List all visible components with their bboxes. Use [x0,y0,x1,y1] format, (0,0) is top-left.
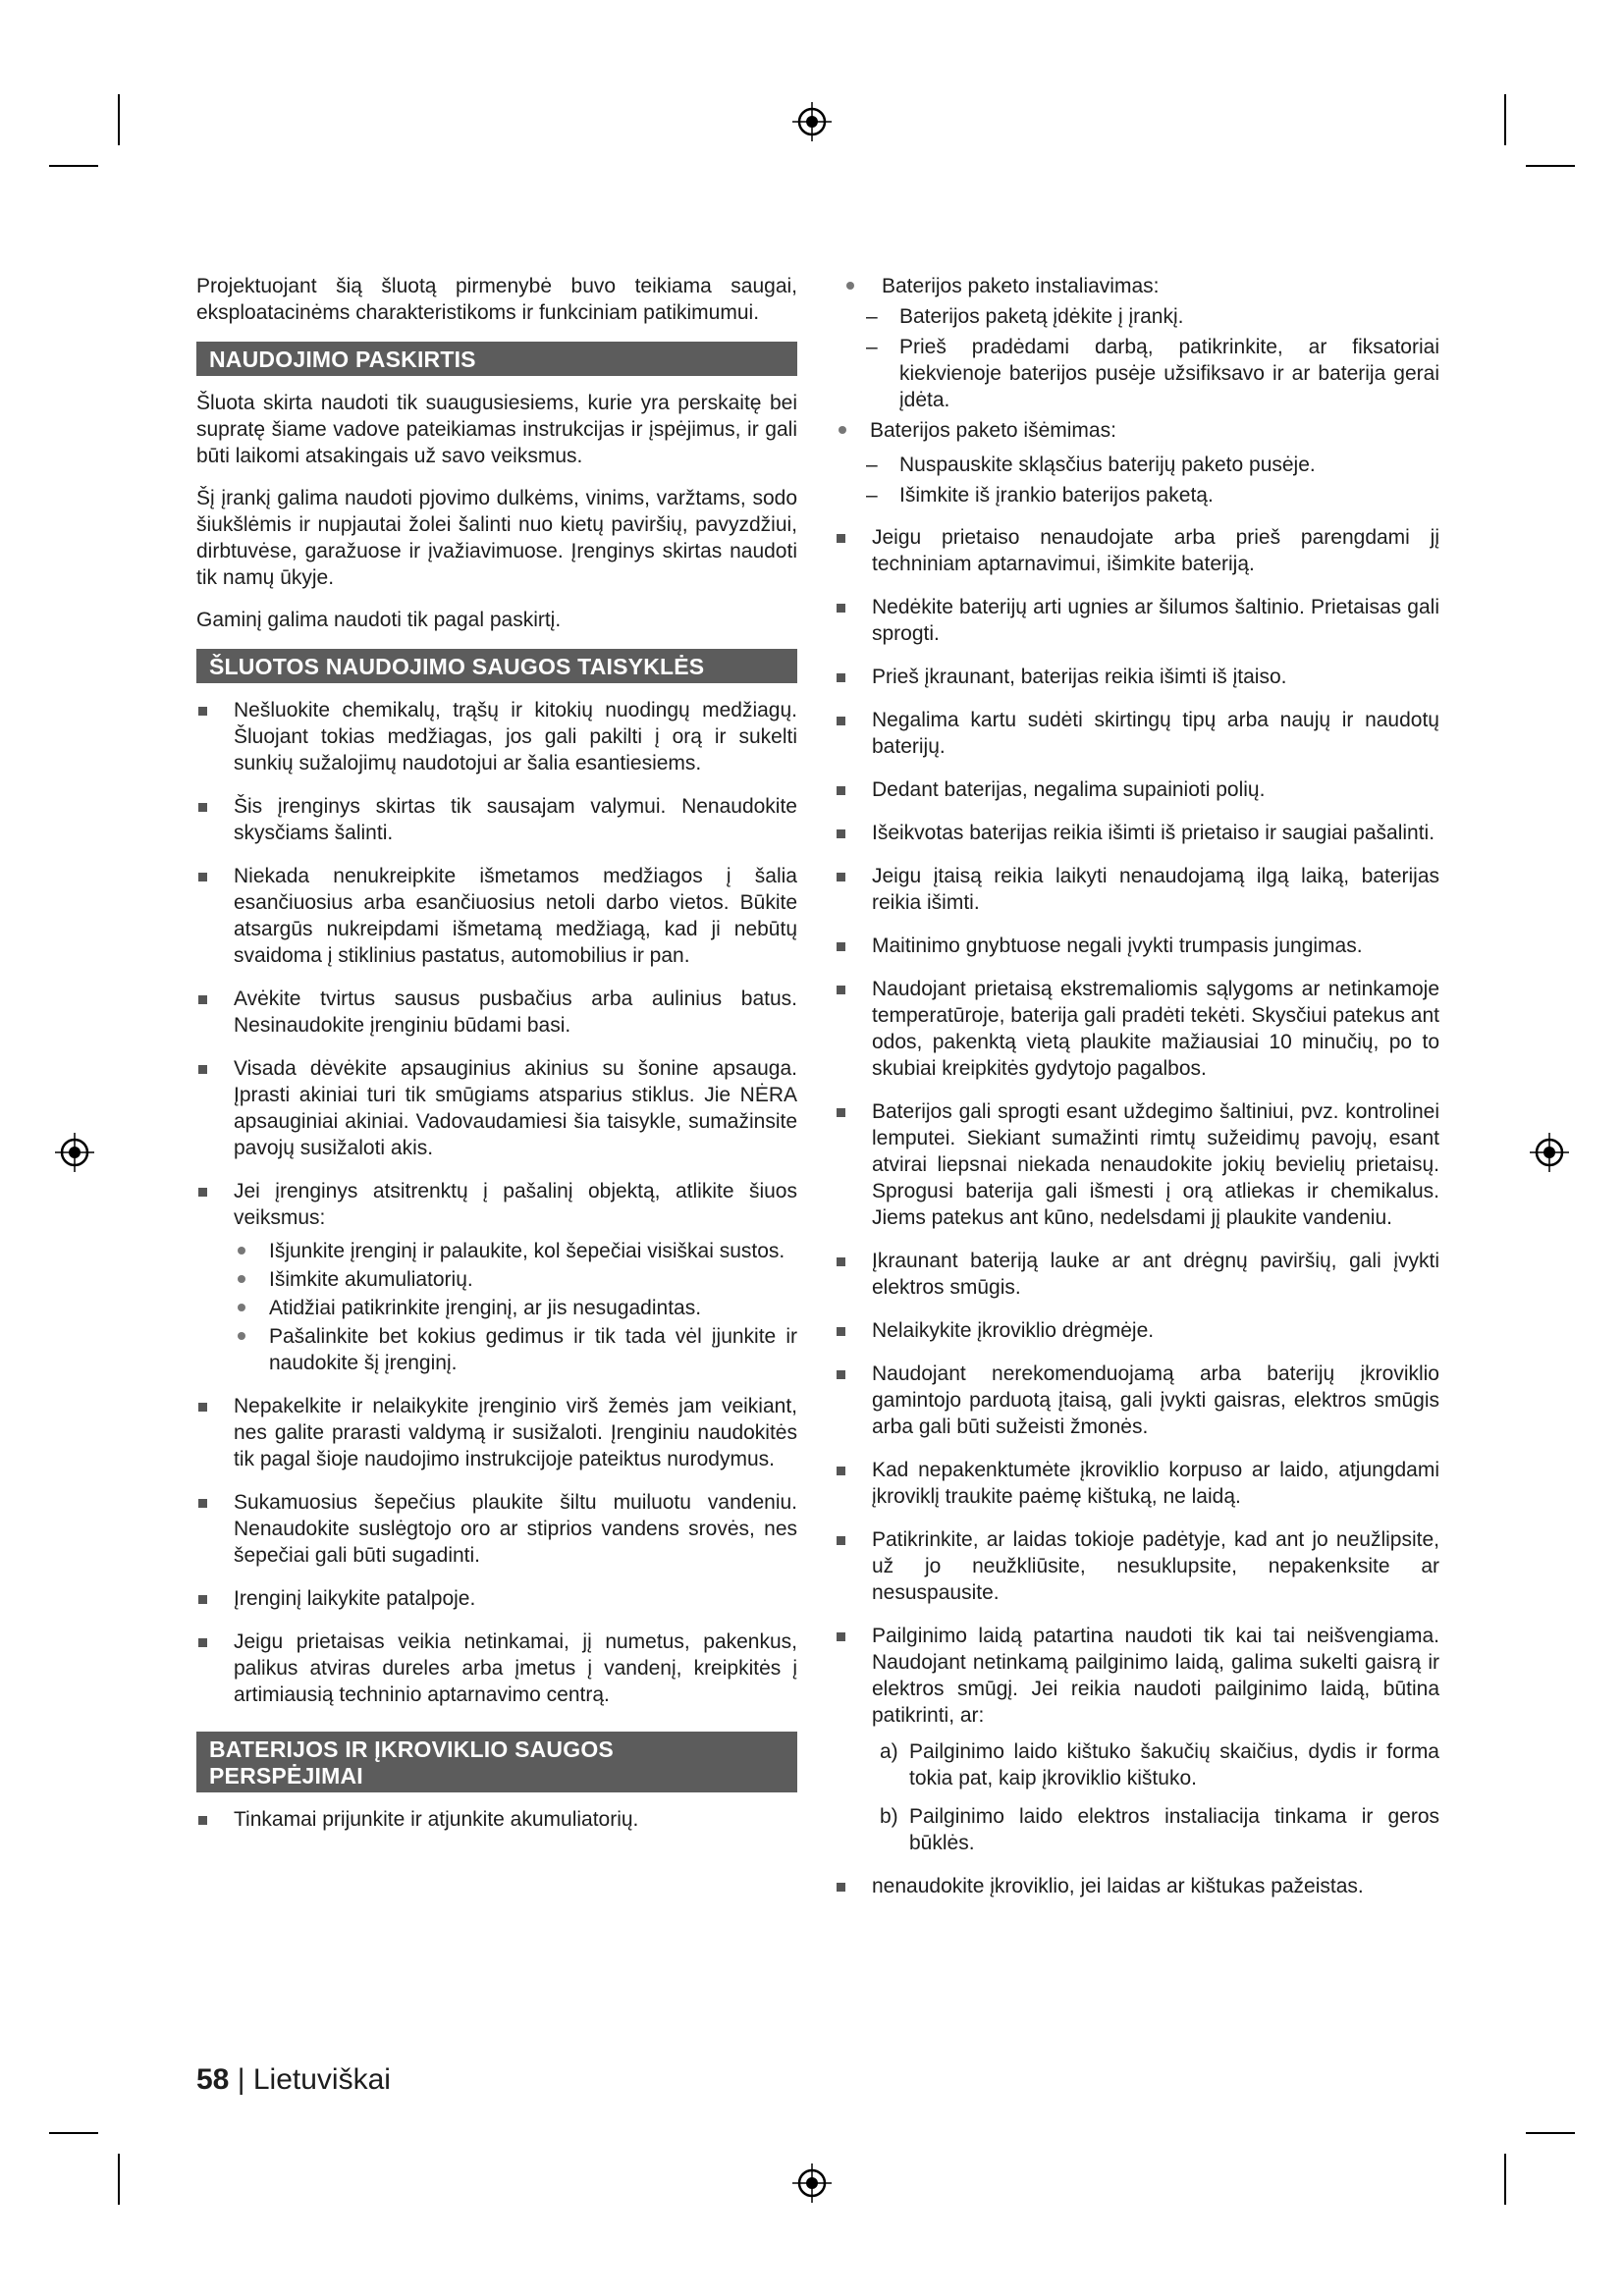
sub-list [234,1238,797,1376]
square-bullet-icon [198,1188,207,1197]
crop-mark [49,2132,98,2134]
section-header-battery-warnings [196,1732,797,1792]
list-item: Naudojant prietaisą ekstremaliomis sąlygoms ar netinkamoje temperatūroje, baterija gali pradėti tekėti. Skysčiui patekus ant odos, pakenktą vietą plaukite mažiausiai 10 minučių, po to skubiai kreipkitės gydytojo pagalbos. [835,976,1439,1082]
list-item: Negalima kartu sudėti skirtingų tipų arba naujų ir naudotų baterijų. [835,707,1439,760]
list-item: Patikrinkite, ar laidas tokioje padėtyje, kad ant jo neužlipsite, už jo neužkliūsite, nesuklupsite, nepakenksite ar nesuspausite. [835,1526,1439,1606]
sub-list-item: Išjunkite įrenginį ir palaukite, kol šepečiai visiškai sustos. [234,1238,797,1264]
round-bullet-icon [238,1275,245,1283]
list-item: Įrenginį laikykite patalpoje. [196,1585,797,1612]
list-item: Avėkite tvirtus sausus pusbačius arba aulinius batus. Nesinaudokite įrenginiu būdami basi. [196,986,797,1039]
list-item: Sukamuosius šepečius plaukite šiltu muiluotu vandeniu. Nenaudokite suslėgtojo oro ar stiprios vandens srovės, nes šepečiai gali būti sugadinti. [196,1489,797,1569]
list-item: Baterijos paketo instaliavimas: [835,273,1439,299]
left-column [196,273,797,1849]
sub-list-item: – Prieš pradėdami darbą, patikrinkite, ar fiksatoriai kiekvienoje baterijos pusėje užsifiksavo ir ar baterija gerai įdėta. [866,336,1439,411]
square-bullet-icon [837,1257,845,1266]
square-bullet-icon [198,995,207,1004]
paragraph: Šluota skirta naudoti tik suaugusiesiems, kurie yra perskaitę bei supratę šiame vadove pateikiamas instrukcijas ir įspėjimus, ir gali būti laikomi atsakingais už savo veiksmus. [196,392,797,467]
sub-list-item: Pašalinkite bet kokius gedimus ir tik tada vėl įjunkite ir naudokite šį įrenginį. [234,1323,797,1376]
right-column [835,273,1439,1916]
intro-paragraph: Projektuojant šią šluotą pirmenybė buvo teikiama saugai, eksploatacinėms charakteristikoms ir funkciniam patikimumui. [196,275,797,324]
round-bullet-icon [846,282,854,290]
square-bullet-icon [837,829,845,838]
round-bullet-icon [238,1332,245,1340]
square-bullet-icon [198,1403,207,1412]
dash-marker: – [866,484,878,507]
sub-list-item: a) Pailginimo laido kištuko šakučių skaičius, dydis ir forma tokia pat, kaip įkroviklio kištuko. [880,1740,1439,1789]
letter-marker: b) [880,1805,898,1828]
square-bullet-icon [198,1065,207,1074]
sub-list-item: Atidžiai patikrinkite įrenginį, ar jis nesugadintas. [234,1295,797,1321]
paragraph: Gaminį galima naudoti tik pagal paskirtį. [196,609,562,631]
list-item: Niekada nenukreipkite išmetamos medžiagos į šalia esančiuosius arba esančiuosius netoli darbo vietos. Būkite atsargūs nukreipdami išmetamą medžiagą, kad ji nebūtų svaidoma į stiklinius pastatus, automobilius ir pan. [196,863,797,969]
list-item: Nešluokite chemikalų, trąšų ir kitokių nuodingų medžiagų. Šluojant tokias medžiagas, jos gali pakilti į orą ir sukelti sunkių sužalojimų naudotojui ar šalia esantiesiems. [196,697,797,776]
list-item: Prieš įkraunant, baterijas reikia išimti iš įtaiso. [835,664,1439,690]
list-item: Jeigu įtaisą reikia laikyti nenaudojamą ilgą laiką, baterijas reikia išimti. [835,863,1439,916]
crop-mark [49,165,98,167]
list-item: Įkraunant bateriją lauke ar ant drėgnų paviršių, gali įvykti elektros smūgis. [835,1248,1439,1301]
page-number: 58 [196,2063,230,2096]
list-item: Dedant baterijas, negalima supainioti polių. [835,776,1439,803]
list-item: Kad nepakenktumėte įkroviklio korpuso ar laido, atjungdami įkroviklį traukite paėmę kištuką, ne laidą. [835,1457,1439,1510]
list-item: Tinkamai prijunkite ir atjunkite akumuliatorių. [196,1806,797,1833]
battery-pack-list [835,273,1439,508]
list-item: Jeigu prietaiso nenaudojate arba prieš parengdami jį techniniam aptarnavimui, išimkite bateriją. [835,524,1439,577]
list-item: Išeikvotas baterijas reikia išimti iš prietaiso ir saugiai pašalinti. [835,820,1439,846]
list-item: Jei įrenginys atsitrenktų į pašalinį objektą, atlikite šiuos veiksmus: Išjunkite įrenginį ir palaukite, kol šepečiai visiškai sustos. Išimkite akumuliatorių. Atidžiai patikrinkite įrenginį, ar jis nesugadintas. Pašalinkite bet kokius gedimus ir tik tada vėl įjunkite ir naudokite šį įrenginį. [196,1178,797,1376]
battery-safety-list [835,524,1439,1899]
registration-mark-icon [792,102,832,141]
square-bullet-icon [837,786,845,795]
crop-mark [1526,165,1575,167]
list-item: Visada dėvėkite apsauginius akinius su šonine apsauga. Įprasti akiniai turi tik smūgiams atsparius stiklus. Jie NĖRA apsauginiai akiniai. Vadovaudamiesi šia taisykle, sumažinsite pavojų susižaloti akis. [196,1055,797,1161]
round-bullet-icon [238,1304,245,1311]
square-bullet-icon [837,1467,845,1475]
square-bullet-icon [198,803,207,812]
square-bullet-icon [837,1108,845,1117]
dash-marker: – [866,305,878,328]
square-bullet-icon [837,986,845,994]
list-item: Pailginimo laidą patartina naudoti tik kai tai neišvengiama. Naudojant netinkamą pailginimo laidą, galima sukelti gaisrą ir elektros smūgį. Jei reikia naudoti pailginimo laidą, būtina patikrinti, ar: a) Pailginimo laido kištuko šakučių skaičius, dydis ir forma tokia pat, kaip įkroviklio kištuko. b) Pailginimo laido elektros instaliacija tinkama ir geros būklės. [835,1623,1439,1856]
square-bullet-icon [198,1638,207,1647]
sub-list-item: Išimkite akumuliatorių. [234,1266,797,1293]
square-bullet-icon [198,873,207,881]
battery-list [196,1806,797,1833]
sub-list-item: – Baterijos paketą įdėkite į įrankį. [866,305,1184,328]
square-bullet-icon [837,1883,845,1892]
registration-mark-icon [792,2163,832,2203]
square-bullet-icon [837,604,845,613]
square-bullet-icon [837,873,845,881]
footer-separator: | [237,2063,245,2096]
crop-mark [1504,2154,1506,2205]
list-item: Nedėkite baterijų arti ugnies ar šilumos šaltinio. Prietaisas gali sprogti. [835,594,1439,647]
square-bullet-icon [837,942,845,951]
sub-list-item: – Nuspauskite skląsčius baterijų paketo pusėje. [866,454,1316,476]
registration-mark-icon [55,1133,94,1172]
registration-mark-icon [1530,1133,1569,1172]
list-item: Baterijos gali sprogti esant uždegimo šaltiniui, pvz. kontrolinei lemputei. Siekiant sumažinti rimtų sužeidimų pavojų, esant atvirai liepsnai niekada nenaudokite jokių bevielių prietaisų. Sprogusi baterija gali išmesti į orą atliekas ir chemikalus. Jiems patekus ant kūno, nedelsdami jį plaukite vandeniu. [835,1098,1439,1231]
crop-mark [1504,94,1506,145]
header-line: PERSPĖJIMAI [209,1763,363,1789]
list-item: Naudojant nerekomenduojamą arba baterijų įkroviklio gamintojo parduotą įtaisą, gali įvykti gaisras, elektros smūgis arba gali būti sužeisti žmonės. [835,1361,1439,1440]
square-bullet-icon [198,1816,207,1825]
crop-mark [118,2154,120,2205]
safety-rules-list [196,697,797,1708]
section-header-safety-rules: ŠLUOTOS NAUDOJIMO SAUGOS TAISYKLĖS [196,649,797,683]
sub-list-item: b) Pailginimo laido elektros instaliacija tinkama ir geros būklės. [880,1805,1439,1854]
list-item: Šis įrenginys skirtas tik sausajam valymui. Nenaudokite skysčiams šalinti. [196,793,797,846]
crop-mark [118,94,120,145]
list-item: Jeigu prietaisas veikia netinkamai, jį numetus, pakenkus, palikus atviras dureles arba įmetus į vandenį, kreipkitės į artimiausią techninio aptarnavimo centrą. [196,1629,797,1708]
list-item: Nepakelkite ir nelaikykite įrenginio virš žemės jam veikiant, nes galite prarasti valdymą ir susižaloti. Įrenginiu naudokitės tik pagal šioje naudojimo instrukcijoje pateiktus nurodymus. [196,1393,797,1472]
square-bullet-icon [837,1327,845,1336]
footer-language: Lietuviškai [252,2063,391,2096]
paragraph: Šį įrankį galima naudoti pjovimo dulkėms, vinims, varžtams, sodo šiukšlėmis ir nupjautai žolei šalinti nuo kietų paviršių, pavyzdžiui, dirbtuvėse, garažuose ir įvažiavimuose. Įrenginys skirtas naudoti tik namų ūkyje. [196,487,797,589]
square-bullet-icon [837,1370,845,1379]
square-bullet-icon [198,1595,207,1604]
list-item: Maitinimo gnybtuose negali įvykti trumpasis jungimas. [835,933,1439,959]
header-line: BATERIJOS IR ĮKROVIKLIO SAUGOS [209,1736,614,1762]
square-bullet-icon [837,1632,845,1641]
sub-list [872,1738,1439,1856]
list-item: Baterijos paketo išėmimas: [835,417,1439,444]
square-bullet-icon [837,717,845,725]
sub-list-item: – Išimkite iš įrankio baterijos paketą. [866,484,1214,507]
square-bullet-icon [198,707,207,716]
page-footer [196,2063,391,2097]
letter-marker: a) [880,1740,898,1763]
square-bullet-icon [198,1499,207,1508]
square-bullet-icon [837,673,845,682]
round-bullet-icon [839,426,846,434]
square-bullet-icon [837,1536,845,1545]
square-bullet-icon [837,534,845,543]
dash-marker: – [866,454,878,476]
section-header-intended-use: NAUDOJIMO PASKIRTIS [196,342,797,376]
round-bullet-icon [238,1247,245,1255]
list-item: nenaudokite įkroviklio, jei laidas ar kištukas pažeistas. [835,1873,1439,1899]
list-item: Nelaikykite įkroviklio drėgmėje. [835,1317,1439,1344]
dash-marker: – [866,336,878,358]
crop-mark [1526,2132,1575,2134]
